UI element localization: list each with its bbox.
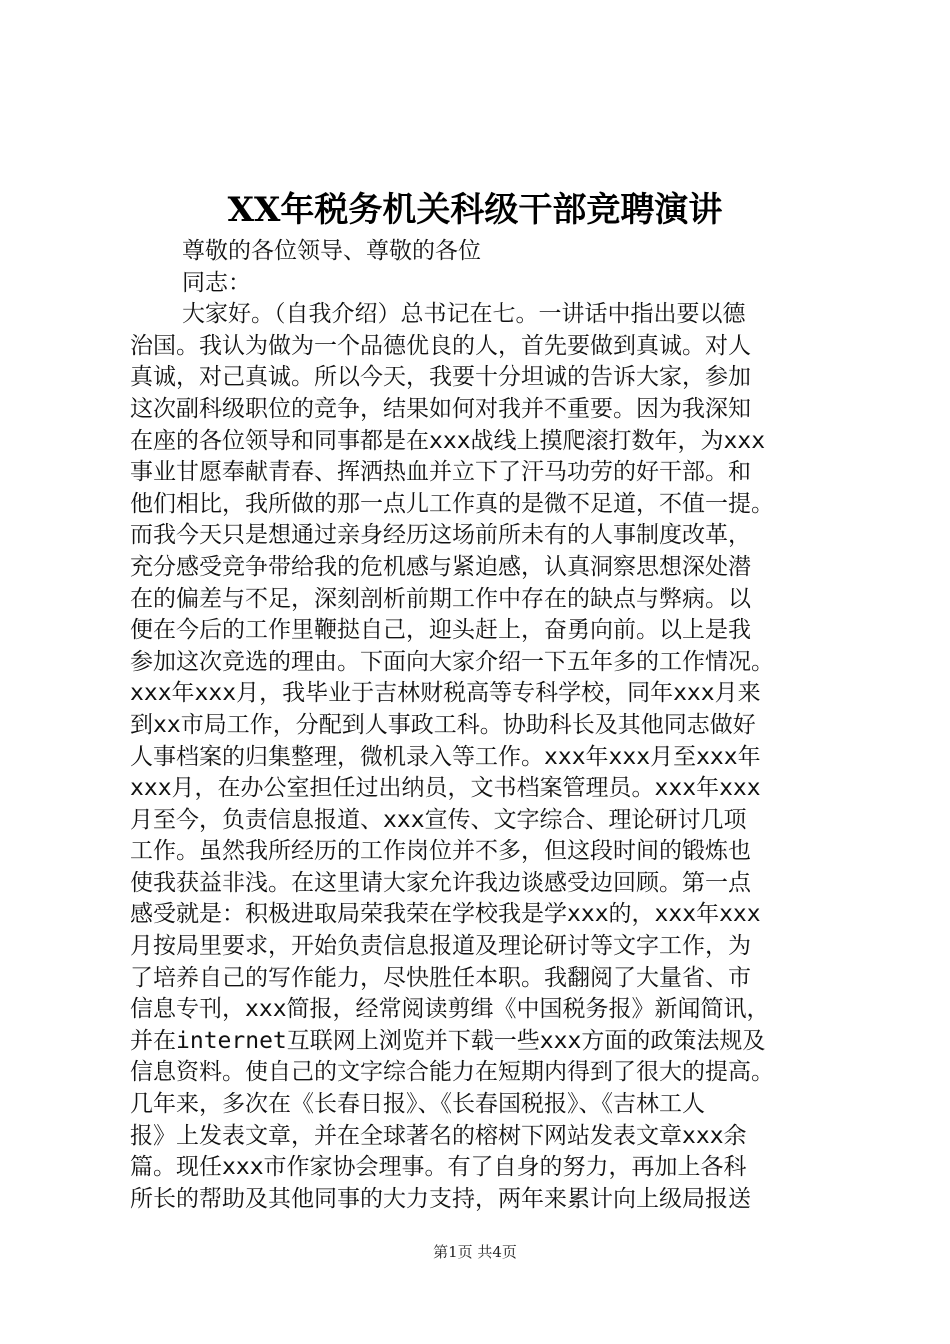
body-line: 所长的帮助及其他同事的大力支持，两年来累计向上级局报送 bbox=[130, 1185, 751, 1212]
body-line: 参加这次竞选的理由。下面向大家介绍一下五年多的工作情况。 bbox=[130, 648, 774, 675]
body-line: 这次副科级职位的竞争，结果如何对我并不重要。因为我深知 bbox=[130, 395, 751, 422]
body-line: 篇。现任xxx市作家协会理事。有了自身的努力，再加上各科 bbox=[130, 1154, 747, 1181]
body-line: 到xx市局工作，分配到人事政工科。协助科长及其他同志做好 bbox=[130, 711, 756, 738]
body-line: 治国。我认为做为一个品德优良的人，首先要做到真诚。对人 bbox=[130, 332, 751, 359]
body-line: 他们相比，我所做的那一点儿工作真的是微不足道，不值一提。 bbox=[130, 490, 774, 517]
body-line: 了培养自己的写作能力，尽快胜任本职。我翻阅了大量省、市 bbox=[130, 964, 751, 991]
page-footer: 第1页 共4页 bbox=[433, 1243, 517, 1261]
body-line: 在座的各位领导和同事都是在xxx战线上摸爬滚打数年，为xxx bbox=[130, 427, 766, 454]
body-line: 真诚，对己真诚。所以今天，我要十分坦诚的告诉大家，参加 bbox=[130, 364, 751, 391]
document-body bbox=[130, 236, 832, 1215]
body-line: xxx月，在办公室担任过出纳员，文书档案管理员。xxx年xxx bbox=[130, 775, 761, 802]
body-line: 感受就是：积极进取局荣我荣在学校我是学xxx的，xxx年xxx bbox=[130, 901, 761, 928]
document-title: XX年税务机关科级干部竞聘演讲 bbox=[227, 190, 723, 230]
body-line: 并在internet互联网上浏览并下载一些xxx方面的政策法规及 bbox=[130, 1027, 766, 1054]
body-line: 使我获益非浅。在这里请大家允许我边谈感受边回顾。第一点 bbox=[130, 869, 751, 896]
body-line: 便在今后的工作里鞭挞自己，迎头赶上，奋勇向前。以上是我 bbox=[130, 617, 751, 644]
body-line: 人事档案的归集整理，微机录入等工作。xxx年xxx月至xxx年 bbox=[130, 743, 761, 770]
body-line: 同志： bbox=[182, 269, 251, 296]
body-line: 充分感受竞争带给我的危机感与紧迫感，认真洞察思想深处潜 bbox=[130, 553, 751, 580]
body-line: 大家好。（自我介绍）总书记在七。一讲话中指出要以德 bbox=[182, 301, 746, 328]
body-line: 几年来，多次在《长春日报》、《长春国税报》、《吉林工人 bbox=[130, 1091, 705, 1118]
body-line: 月按局里要求，开始负责信息报道及理论研讨等文字工作，为 bbox=[130, 933, 751, 960]
body-line: 信息资料。使自己的文字综合能力在短期内得到了很大的提高。 bbox=[130, 1059, 774, 1086]
body-line: 信息专刊，xxx简报，经常阅读剪缉《中国税务报》新闻简讯， bbox=[130, 996, 770, 1023]
body-line: 事业甘愿奉献青春、挥洒热血并立下了汗马功劳的好干部。和 bbox=[130, 459, 751, 486]
body-line: 工作。虽然我所经历的工作岗位并不多，但这段时间的锻炼也 bbox=[130, 838, 751, 865]
body-line: 尊敬的各位领导、尊敬的各位 bbox=[182, 238, 481, 264]
body-line: 在的偏差与不足，深刻剖析前期工作中存在的缺点与弊病。以 bbox=[130, 585, 751, 612]
body-line: xxx年xxx月，我毕业于吉林财税高等专科学校，同年xxx月来 bbox=[130, 680, 761, 707]
body-line: 报》上发表文章，并在全球著名的榕树下网站发表文章xxx余 bbox=[130, 1122, 747, 1149]
body-line: 月至今，负责信息报道、xxx宣传、文字综合、理论研讨几项 bbox=[130, 806, 747, 833]
body-line: 而我今天只是想通过亲身经历这场前所未有的人事制度改革， bbox=[130, 522, 751, 549]
